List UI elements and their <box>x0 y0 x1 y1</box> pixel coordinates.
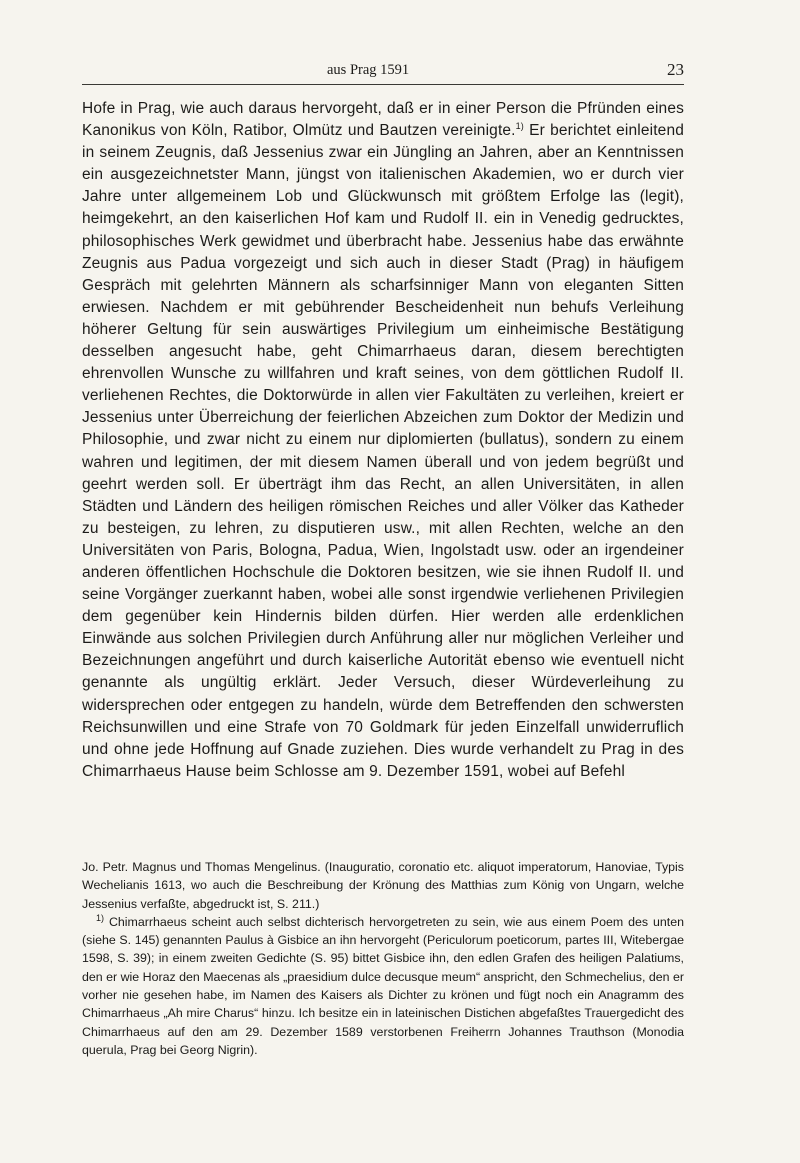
main-text <box>82 98 684 783</box>
footnote-1 <box>82 913 684 1059</box>
page-header <box>82 62 684 85</box>
footnote-continuation: Jo. Petr. Magnus und Thomas Mengelinus. (Inauguratio, coronatio etc. aliquot imperatorum, Hanoviae, Typis Wechelianis 1613, wo auch die Beschreibung der Krönung des Matthias zum König von Ungarn, welche Jessenius verfaßte, abgedruckt ist, S. 211.) <box>82 860 684 911</box>
footnote-1-text: Chimarrhaeus scheint auch selbst dichterisch hervorgetreten zu sein, wie aus einem Poem des unten (siehe S. 145) genannten Paulus à Gisbice an ihn hervorgeht (Periculorum poeticorum, partes III, Witebergae 1598, S. 39); in einem zweiten Gedichte (S. 95) bittet Gisbice ihn, den edlen Grafen des heiligen Palatiums, den er wie Horaz den Maecenas als „praesidium dulce decusque meum“ anspricht, den Schmechelius, den er vorher nie gesehen habe, im Namen des Kaisers als Dichter zu krönen und fügt noch ein Anagramm des Chimarrhaeus „Ah mire Charus“ hinzu. Ich besitze ein in lateinischen Distichen abgefaßtes Trauergedicht des Chimarrhaeus auf den am 29. Dezember 1589 verstorbenen Freiherrn Johannes Trauthson (Monodia querula, Prag bei Georg Nigrin). <box>82 914 684 1057</box>
footnotes <box>82 858 684 1059</box>
running-title: aus Prag 1591 <box>327 62 410 78</box>
body-text-part-1: Hofe in Prag, wie auch daraus hervorgeht, daß er in einer Person die Pfründen eines Kanonikus von Köln, Ratibor, Olmütz und Bautzen vereinigte. <box>82 100 684 140</box>
body-text-part-2: Er berichtet einleitend in seinem Zeugnis, daß Jessenius zwar ein Jüngling an Jahren, aber an Kenntnissen ein ausgezeichnetster Mann, jüngst von italienischen Akademien, wo er durch vier Jahre unter allgemeinem Lob und Glückwunsch mit größtem Erfolge las (legit), heimgekehrt, an den kaiserlichen Hof kam und Rudolf II. ein in Venedig gedrucktes, philosophisches Werk gewidmet und überbracht habe. Jessenius habe das erwähnte Zeugnis aus Padua vorgezeigt und sich auch in dieser Stadt (Prag) in häufigem Gespräch mit gelehrten Männern als scharfsinniger Mann von eleganten Sitten erwiesen. Nachdem er mit gebührender Bescheidenheit nun behufs Verleihung höherer Geltung für sein auswärtiges Privilegium um einheimische Bestätigung desselben angesucht habe, geht Chimarrhaeus daran, diesem berechtigten ehrenvollen Wunsche zu willfahren und kraft seines, von dem göttlichen Rudolf II. verliehenen Rechtes, die Doktorwürde in allen vier Fakultäten zu verleihen, kreiert er Jessenius unter Überreichung der feierlichen Abzeichen zum Doktor der Medizin und Philosophie, und zwar nicht zu einem nur diplomierten (bullatus), sondern zu einem wahren und legitimen, der mit diesem Namen überall und von jedem begrüßt und geehrt werden soll. Er überträgt ihm das Recht, an allen Universitäten, in allen Städten und Ländern des heiligen römischen Reiches und aller Völker das Katheder zu besteigen, zu lehren, zu disputieren usw., mit allen Rechten, welche an den Universitäten von Paris, Bologna, Padua, Wien, Ingolstadt usw. oder an irgendeiner anderen öffentlichen Hochschule die Doktoren besitzen, wie sie ihnen Rudolf II. und seine Vorgänger zuerkannt haben, wobei alle sonst irgendwie verliehenen Privilegien dem gegenüber kein Hindernis bilden dürfen. Hier werden alle erdenklichen Einwände aus solchen Privilegien durch Anführung aller nur möglichen Verleiher und Bezeichnungen angeführt und durch kaiserliche Autorität ebenso wie eventuell nicht genannte als ungültig erklärt. Jeder Versuch, dieser Würdeverleihung zu widersprechen oder entgegen zu handeln, würde dem Betreffenden den schwersten Reichsunwillen und eine Strafe von 70 Goldmark für jeden Einzelfall unwiderruflich und ohne jede Hoffnung auf Gnade zuziehen. Dies wurde verhandelt zu Prag in des Chimarrhaeus Hause beim Schlosse am 9. Dezember 1591, wobei auf Befehl <box>82 122 684 780</box>
footnote-1-mark: 1) <box>96 912 105 923</box>
footnote-reference: 1) <box>515 120 524 131</box>
body-paragraph <box>82 98 684 783</box>
page-number: 23 <box>667 60 684 79</box>
